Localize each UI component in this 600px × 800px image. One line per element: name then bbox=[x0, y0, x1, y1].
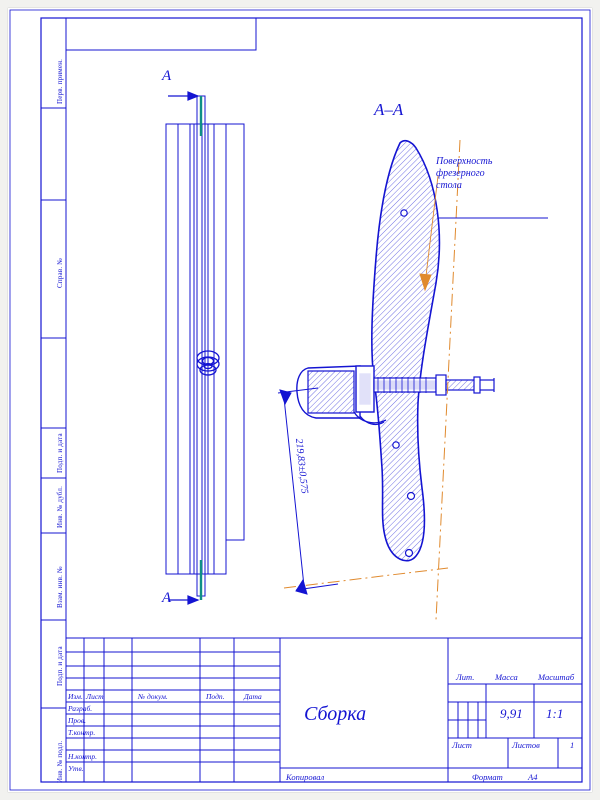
margin-label-sign-date-1: Подп. и дата bbox=[56, 433, 64, 473]
leader-note-line-2: фрезерного bbox=[436, 168, 485, 179]
tb-role-prov: Пров. bbox=[68, 716, 87, 725]
section-mark-bottom: A bbox=[162, 590, 172, 606]
tb-role-nkontr: Н.контр. bbox=[68, 752, 98, 761]
tb-mass-label: Масса bbox=[495, 672, 518, 682]
margin-label-sign-date-2: Подп. и дата bbox=[56, 646, 64, 686]
tb-scale-label: Масштаб bbox=[538, 672, 575, 682]
tb-role-razrab: Разраб. bbox=[68, 704, 93, 713]
leader-note-line-3: стола bbox=[436, 180, 462, 191]
tb-role-utv: Утв. bbox=[68, 764, 84, 773]
tb-mass-value: 9,91 bbox=[500, 706, 523, 721]
tb-format-value: A4 bbox=[528, 772, 538, 782]
tb-role-tkontr: Т.контр. bbox=[68, 728, 96, 737]
tb-col-izm: Изм. bbox=[68, 692, 83, 701]
tb-col-podp: Подп. bbox=[206, 692, 225, 701]
tb-col-data: Дата bbox=[244, 692, 262, 701]
margin-label-inv-podl: Инв. № подл. bbox=[56, 740, 64, 783]
leader-note-line-1: Поверхность bbox=[436, 156, 493, 167]
margin-label-first-use: Перв. примен. bbox=[56, 58, 64, 104]
tb-format-label: Формат bbox=[472, 772, 503, 782]
tb-sheet-label: Лист bbox=[452, 740, 472, 750]
tb-scale-value: 1:1 bbox=[546, 706, 564, 721]
margin-label-ref-no: Справ. № bbox=[56, 257, 64, 288]
margin-label-inv-dubl: Инв. № дубл. bbox=[56, 485, 64, 528]
tb-sheets-label: Листов bbox=[512, 740, 540, 750]
drawing-name: Сборка bbox=[304, 703, 367, 725]
section-view-title: A–A bbox=[374, 100, 404, 119]
tb-copied-label: Копировал bbox=[286, 772, 325, 782]
tb-col-list: Лист bbox=[86, 692, 104, 701]
dimension-label: 219,83±0,575 bbox=[293, 438, 310, 495]
margin-label-vzam-inv: Взам. инв. № bbox=[56, 566, 64, 608]
drawing-sheet bbox=[8, 8, 592, 792]
tb-col-docno: № докум. bbox=[138, 692, 168, 701]
tb-lit-label: Лит. bbox=[456, 672, 475, 682]
section-mark-top: A bbox=[162, 68, 172, 84]
tb-sheets-value: 1 bbox=[570, 740, 575, 750]
